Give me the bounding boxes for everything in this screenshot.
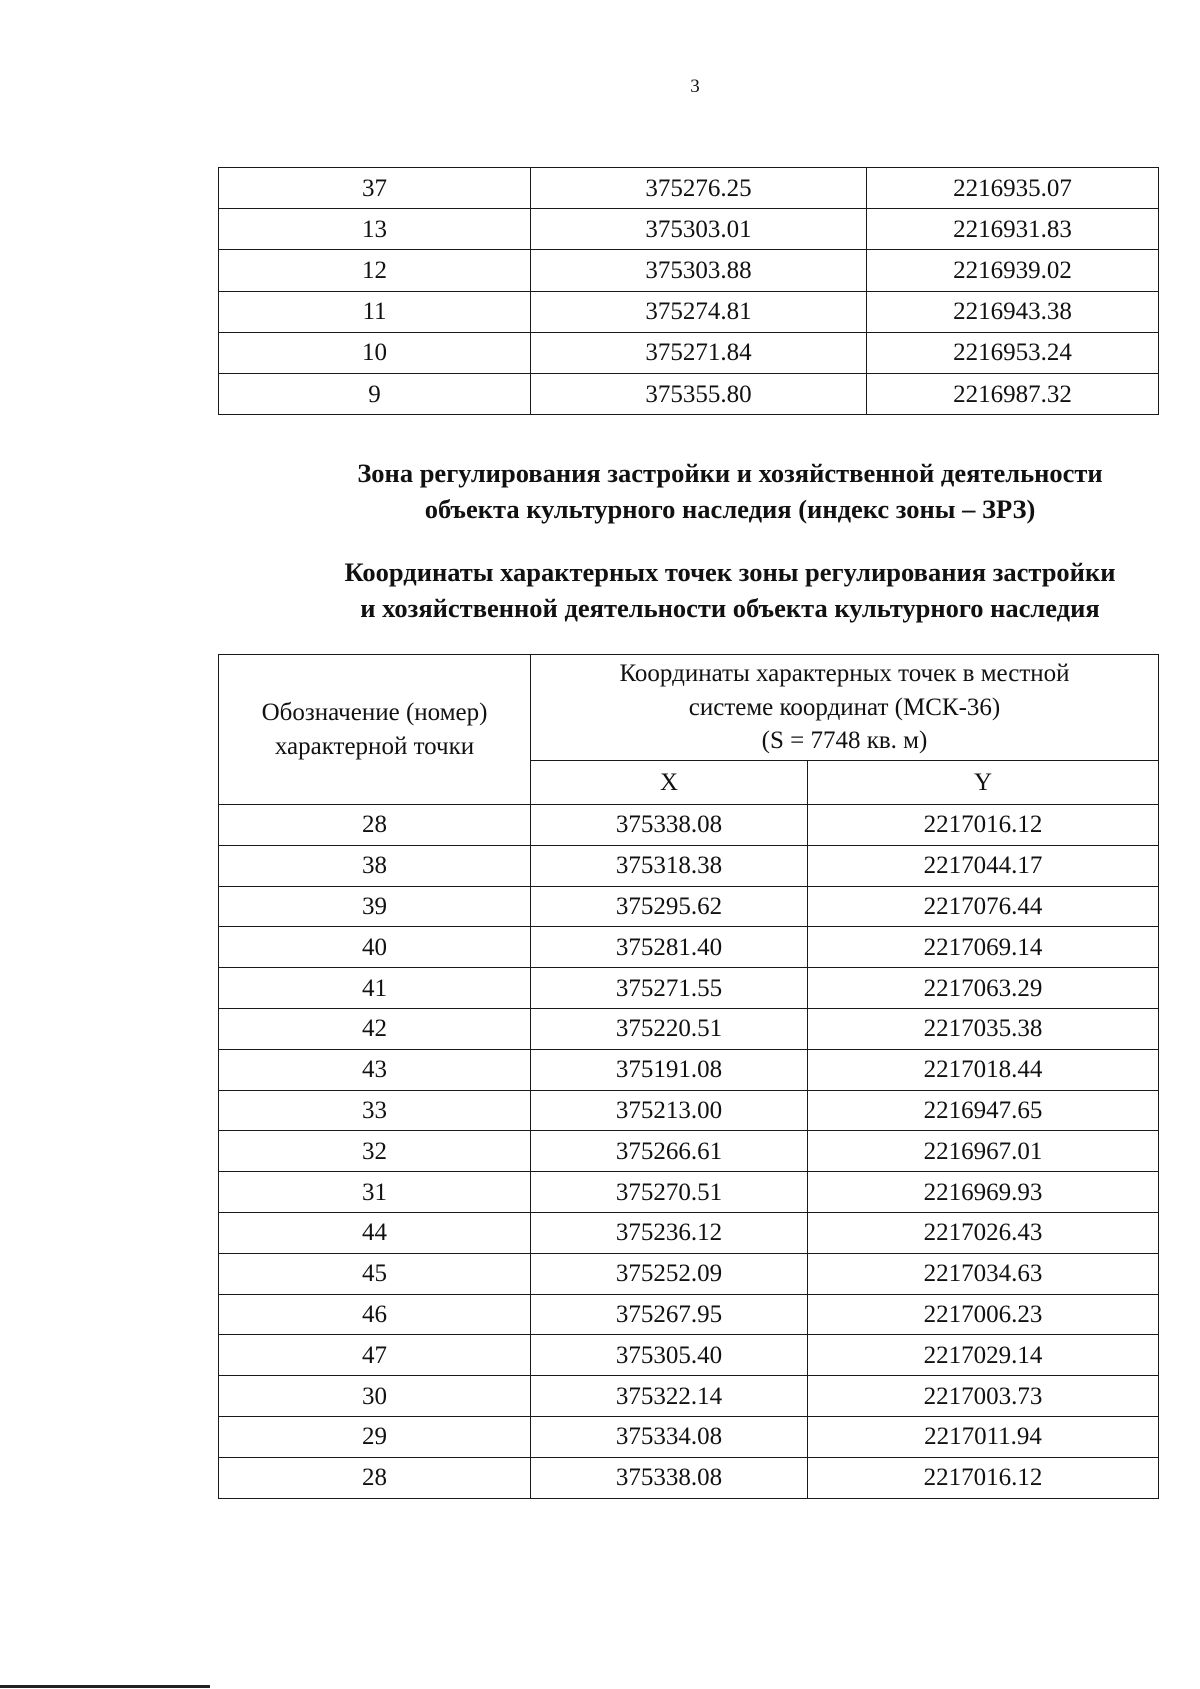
table-header bbox=[219, 655, 1159, 805]
table-row bbox=[219, 1131, 1159, 1172]
y-header: Y bbox=[808, 761, 1159, 805]
point-number-cell: 47 bbox=[219, 1335, 531, 1376]
y-coordinate-cell: 2217069.14 bbox=[808, 927, 1159, 968]
point-number-cell: 28 bbox=[219, 1457, 531, 1498]
group-header-line3: (S = 7748 кв. м) bbox=[761, 727, 928, 755]
table-row bbox=[219, 332, 1159, 373]
x-coordinate-cell: 375303.88 bbox=[531, 250, 867, 291]
x-coordinate-cell: 375334.08 bbox=[531, 1416, 808, 1457]
main-table-body bbox=[219, 805, 1159, 1499]
point-number-cell: 11 bbox=[219, 291, 531, 332]
x-coordinate-cell: 375270.51 bbox=[531, 1172, 808, 1213]
table-row bbox=[219, 968, 1159, 1009]
y-coordinate-cell: 2217076.44 bbox=[808, 886, 1159, 927]
table-row bbox=[219, 291, 1159, 332]
x-coordinate-cell: 375271.55 bbox=[531, 968, 808, 1009]
x-coordinate-cell: 375220.51 bbox=[531, 1008, 808, 1049]
x-coordinate-cell: 375266.61 bbox=[531, 1131, 808, 1172]
table-row bbox=[219, 1090, 1159, 1131]
table-row bbox=[219, 1253, 1159, 1294]
zone-heading bbox=[300, 456, 1160, 527]
point-number-cell: 33 bbox=[219, 1090, 531, 1131]
y-coordinate-cell: 2216931.83 bbox=[867, 209, 1159, 250]
coordinates-heading-line1: Координаты характерных точек зоны регулирования застройки bbox=[344, 557, 1116, 587]
point-number-cell: 12 bbox=[219, 250, 531, 291]
zone-heading-line1: Зона регулирования застройки и хозяйственной деятельности bbox=[357, 458, 1103, 488]
x-coordinate-cell: 375276.25 bbox=[531, 168, 867, 209]
y-coordinate-cell: 2217026.43 bbox=[808, 1212, 1159, 1253]
x-header: X bbox=[531, 761, 808, 805]
table-row bbox=[219, 1049, 1159, 1090]
x-coordinate-cell: 375274.81 bbox=[531, 291, 867, 332]
y-coordinate-cell: 2217029.14 bbox=[808, 1335, 1159, 1376]
y-coordinate-cell: 2216953.24 bbox=[867, 332, 1159, 373]
x-coordinate-cell: 375213.00 bbox=[531, 1090, 808, 1131]
table-row bbox=[219, 1008, 1159, 1049]
table-row bbox=[219, 845, 1159, 886]
x-coordinate-cell: 375322.14 bbox=[531, 1376, 808, 1417]
x-coordinate-cell: 375355.80 bbox=[531, 373, 867, 414]
point-number-cell: 13 bbox=[219, 209, 531, 250]
y-coordinate-cell: 2217034.63 bbox=[808, 1253, 1159, 1294]
x-coordinate-cell: 375281.40 bbox=[531, 927, 808, 968]
y-coordinate-cell: 2216935.07 bbox=[867, 168, 1159, 209]
table-row bbox=[219, 805, 1159, 846]
x-coordinate-cell: 375305.40 bbox=[531, 1335, 808, 1376]
point-number-cell: 40 bbox=[219, 927, 531, 968]
top-table-body bbox=[219, 168, 1159, 415]
footer-divider bbox=[0, 1685, 210, 1688]
coordinates-heading-line2: и хозяйственной деятельности объекта культурного наследия bbox=[360, 592, 1100, 623]
table-row bbox=[219, 927, 1159, 968]
y-coordinate-cell: 2217016.12 bbox=[808, 1457, 1159, 1498]
x-coordinate-cell: 375191.08 bbox=[531, 1049, 808, 1090]
group-header-line2: системе координат (МСК-36) bbox=[688, 693, 1001, 721]
y-coordinate-cell: 2217018.44 bbox=[808, 1049, 1159, 1090]
y-coordinate-cell: 2216939.02 bbox=[867, 250, 1159, 291]
y-coordinate-cell: 2217044.17 bbox=[808, 845, 1159, 886]
point-number-cell: 45 bbox=[219, 1253, 531, 1294]
table-row bbox=[219, 1376, 1159, 1417]
x-coordinate-cell: 375236.12 bbox=[531, 1212, 808, 1253]
y-coordinate-cell: 2217063.29 bbox=[808, 968, 1159, 1009]
y-coordinate-cell: 2217006.23 bbox=[808, 1294, 1159, 1335]
x-coordinate-cell: 375267.95 bbox=[531, 1294, 808, 1335]
point-number-cell: 38 bbox=[219, 845, 531, 886]
table-row bbox=[219, 250, 1159, 291]
point-number-cell: 46 bbox=[219, 1294, 531, 1335]
x-coordinate-cell: 375295.62 bbox=[531, 886, 808, 927]
x-coordinate-cell: 375338.08 bbox=[531, 1457, 808, 1498]
point-number-cell: 39 bbox=[219, 886, 531, 927]
table-row bbox=[219, 1212, 1159, 1253]
table-row bbox=[219, 1457, 1159, 1498]
y-coordinate-cell: 2217016.12 bbox=[808, 805, 1159, 846]
zone-heading-line2: объекта культурного наследия (индекс зоны – ЗРЗ) bbox=[424, 493, 1036, 524]
point-number-cell: 29 bbox=[219, 1416, 531, 1457]
coordinates-group-header bbox=[531, 655, 1159, 761]
point-number-cell: 43 bbox=[219, 1049, 531, 1090]
table-row bbox=[219, 168, 1159, 209]
y-coordinate-cell: 2216969.93 bbox=[808, 1172, 1159, 1213]
x-coordinate-cell: 375338.08 bbox=[531, 805, 808, 846]
point-number-header-line1: Обозначение (номер) bbox=[261, 699, 488, 726]
point-number-cell: 37 bbox=[219, 168, 531, 209]
y-coordinate-cell: 2216967.01 bbox=[808, 1131, 1159, 1172]
point-number-cell: 28 bbox=[219, 805, 531, 846]
y-coordinate-cell: 2216943.38 bbox=[867, 291, 1159, 332]
top-coordinates-table bbox=[218, 167, 1159, 415]
zrz-coordinates-table bbox=[218, 654, 1159, 1499]
y-coordinate-cell: 2216947.65 bbox=[808, 1090, 1159, 1131]
point-number-cell: 41 bbox=[219, 968, 531, 1009]
point-number-cell: 44 bbox=[219, 1212, 531, 1253]
y-coordinate-cell: 2217003.73 bbox=[808, 1376, 1159, 1417]
x-coordinate-cell: 375252.09 bbox=[531, 1253, 808, 1294]
y-coordinate-cell: 2217035.38 bbox=[808, 1008, 1159, 1049]
group-header-line1: Координаты характерных точек в местной bbox=[619, 660, 1070, 688]
table-row bbox=[219, 373, 1159, 414]
point-number-cell: 30 bbox=[219, 1376, 531, 1417]
table-row bbox=[219, 1416, 1159, 1457]
table-row bbox=[219, 1172, 1159, 1213]
y-coordinate-cell: 2216987.32 bbox=[867, 373, 1159, 414]
x-coordinate-cell: 375271.84 bbox=[531, 332, 867, 373]
table-row bbox=[219, 1335, 1159, 1376]
point-number-cell: 31 bbox=[219, 1172, 531, 1213]
y-coordinate-cell: 2217011.94 bbox=[808, 1416, 1159, 1457]
x-coordinate-cell: 375318.38 bbox=[531, 845, 808, 886]
table-row bbox=[219, 1294, 1159, 1335]
point-number-cell: 32 bbox=[219, 1131, 531, 1172]
table-row bbox=[219, 886, 1159, 927]
x-coordinate-cell: 375303.01 bbox=[531, 209, 867, 250]
point-number-header bbox=[219, 655, 531, 805]
point-number-header-line2: характерной точки bbox=[274, 732, 475, 760]
page-number: 3 bbox=[690, 76, 700, 97]
point-number-cell: 9 bbox=[219, 373, 531, 414]
table-row bbox=[219, 209, 1159, 250]
point-number-cell: 10 bbox=[219, 332, 531, 373]
point-number-cell: 42 bbox=[219, 1008, 531, 1049]
coordinates-heading bbox=[300, 555, 1160, 626]
